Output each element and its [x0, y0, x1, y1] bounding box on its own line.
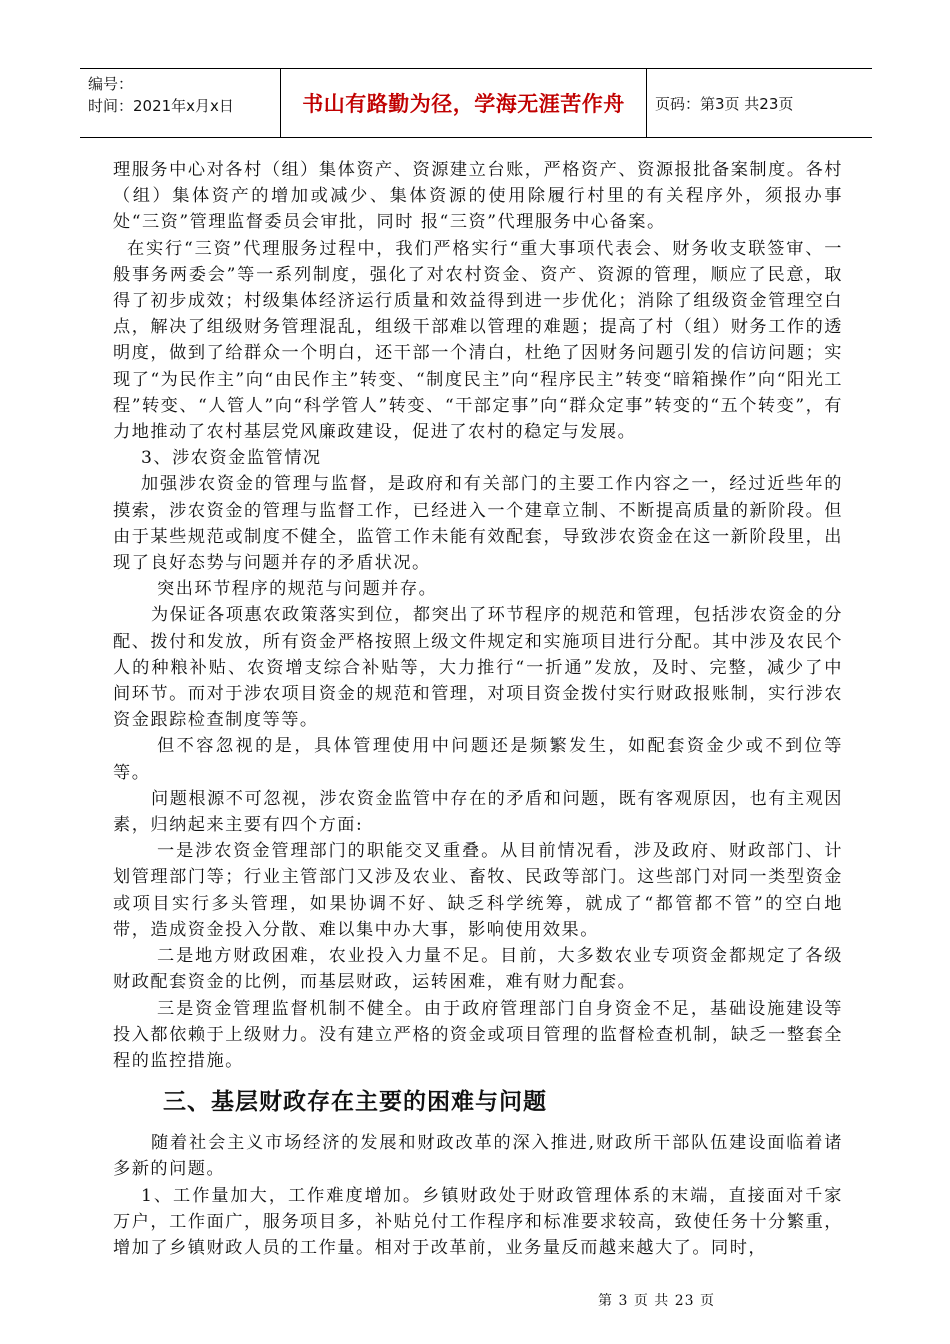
- header-motto: 书山有路勤为径，学海无涯苦作舟: [281, 69, 647, 137]
- document-number-label: 编号：: [88, 75, 134, 93]
- paragraph: 一是涉农资金管理部门的职能交叉重叠。从目前情况看，涉及政府、财政部门、计划管理部门等；行业主管部门又涉及农业、畜牧、民政等部门。这些部门对同一类型资金或项目实行多头管理，如果协调不好、缺乏科学统筹，就成了“都管都不管”的空白地带，造成资金投入分散、难以集中办大事，影响使用效果。: [113, 841, 843, 940]
- page-footer: 第 3 页 共 23 页: [598, 1293, 715, 1309]
- subsection-title: 3、涉农资金监管情况: [141, 448, 322, 469]
- paragraph: 问题根源不可忽视，涉农资金监管中存在的矛盾和问题，既有客观原因，也有主观因素，归纳起来主要有四个方面:: [113, 788, 843, 836]
- paragraph: 为保证各项惠农政策落实到位，都突出了环节程序的规范和管理，包括涉农资金的分配、拨付和发放，所有资金严格按照上级文件规定和实施项目进行分配。其中涉及农民个人的种粮补贴、农资增支综合补贴等，大力推行“一折通”发放，及时、完整，减少了中间环节。而对于涉农项目资金的规范和管理，对项目资金拨付实行财政报账制，实行涉农资金跟踪检查制度等等。: [113, 605, 843, 731]
- paragraph: 随着社会主义市场经济的发展和财政改革的深入推进,财政所干部队伍建设面临着诸多新的问题。: [113, 1133, 843, 1180]
- header-meta: [80, 69, 281, 137]
- paragraph: 理服务中心对各村（组）集体资产、资源建立台账，严格资产、资源报批备案制度。各村（组）集体资产的增加或减少、集体资源的使用除履行村里的有关程序外，须报办事处“三资”管理监督委员会审批，同时 报“三资”代理服务中心备案。: [113, 160, 843, 233]
- paragraph: 在实行“三资”代理服务过程中，我们严格实行“重大事项代表会、财务收支联签审、一般事务两委会”等一系列制度，强化了对农村资金、资产、资源的管理，顺应了民意，取得了初步成效；村级集体经济运行质量和效益得到进一步优化；消除了组级资金管理空白点，解决了组级财务管理混乱，组级干部难以管理的难题；提高了村（组）财务工作的透明度，做到了给群众一个明白，还干部一个清白，杜绝了因财务问题引发的信访问题；实现了“为民作主”向“由民作主”转变、“制度民主”向“程序民主”转变“暗箱操作”向“阳光工程”转变、“人管人”向“科学管人”转变、“干部定事”向“群众定事”转变的“五个转变”，有力地推动了农村基层党风廉政建设，促进了农村的稳定与发展。: [113, 238, 843, 443]
- paragraph: 但不容忽视的是，具体管理使用中问题还是频繁发生，如配套资金少或不到位等等。: [113, 736, 843, 783]
- section-heading: 三、基层财政存在主要的困难与问题: [163, 1089, 547, 1116]
- paragraph: 二是地方财政困难，农业投入力量不足。目前，大多数农业专项资金都规定了各级财政配套资金的比例，而基层财政，运转困难，难有财力配套。: [113, 946, 843, 993]
- document-body: [113, 157, 843, 1261]
- paragraph: 三是资金管理监督机制不健全。由于政府管理部门自身资金不足，基础设施建设等投入都依赖于上级财力。没有建立严格的资金或项目管理的监督检查机制，缺乏一整套全程的监控措施。: [113, 998, 843, 1071]
- header-page-info: 页码：第3页 共23页: [655, 94, 794, 113]
- paragraph: 1、工作量加大，工作难度增加。乡镇财政处于财政管理体系的末端，直接面对千家万户，工作面广，服务项目多，补贴兑付工作程序和标准要求较高，致使任务十分繁重，增加了乡镇财政人员的工作量。相对于改革前，业务量反而越来越大了。同时，: [113, 1185, 843, 1258]
- document-date: 时间：2021年x月x日: [88, 97, 234, 115]
- paragraph: 突出环节程序的规范与问题并存。: [157, 579, 438, 600]
- paragraph: 加强涉农资金的管理与监督，是政府和有关部门的主要工作内容之一，经过近些年的摸索，涉农资金的管理与监督工作，已经进入一个建章立制、不断提高质量的新阶段。但由于某些规范或制度不健全，监管工作未能有效配套，导致涉农资金在这一新阶段里，出现了良好态势与问题并存的矛盾状况。: [113, 474, 843, 574]
- page-header: [80, 68, 872, 138]
